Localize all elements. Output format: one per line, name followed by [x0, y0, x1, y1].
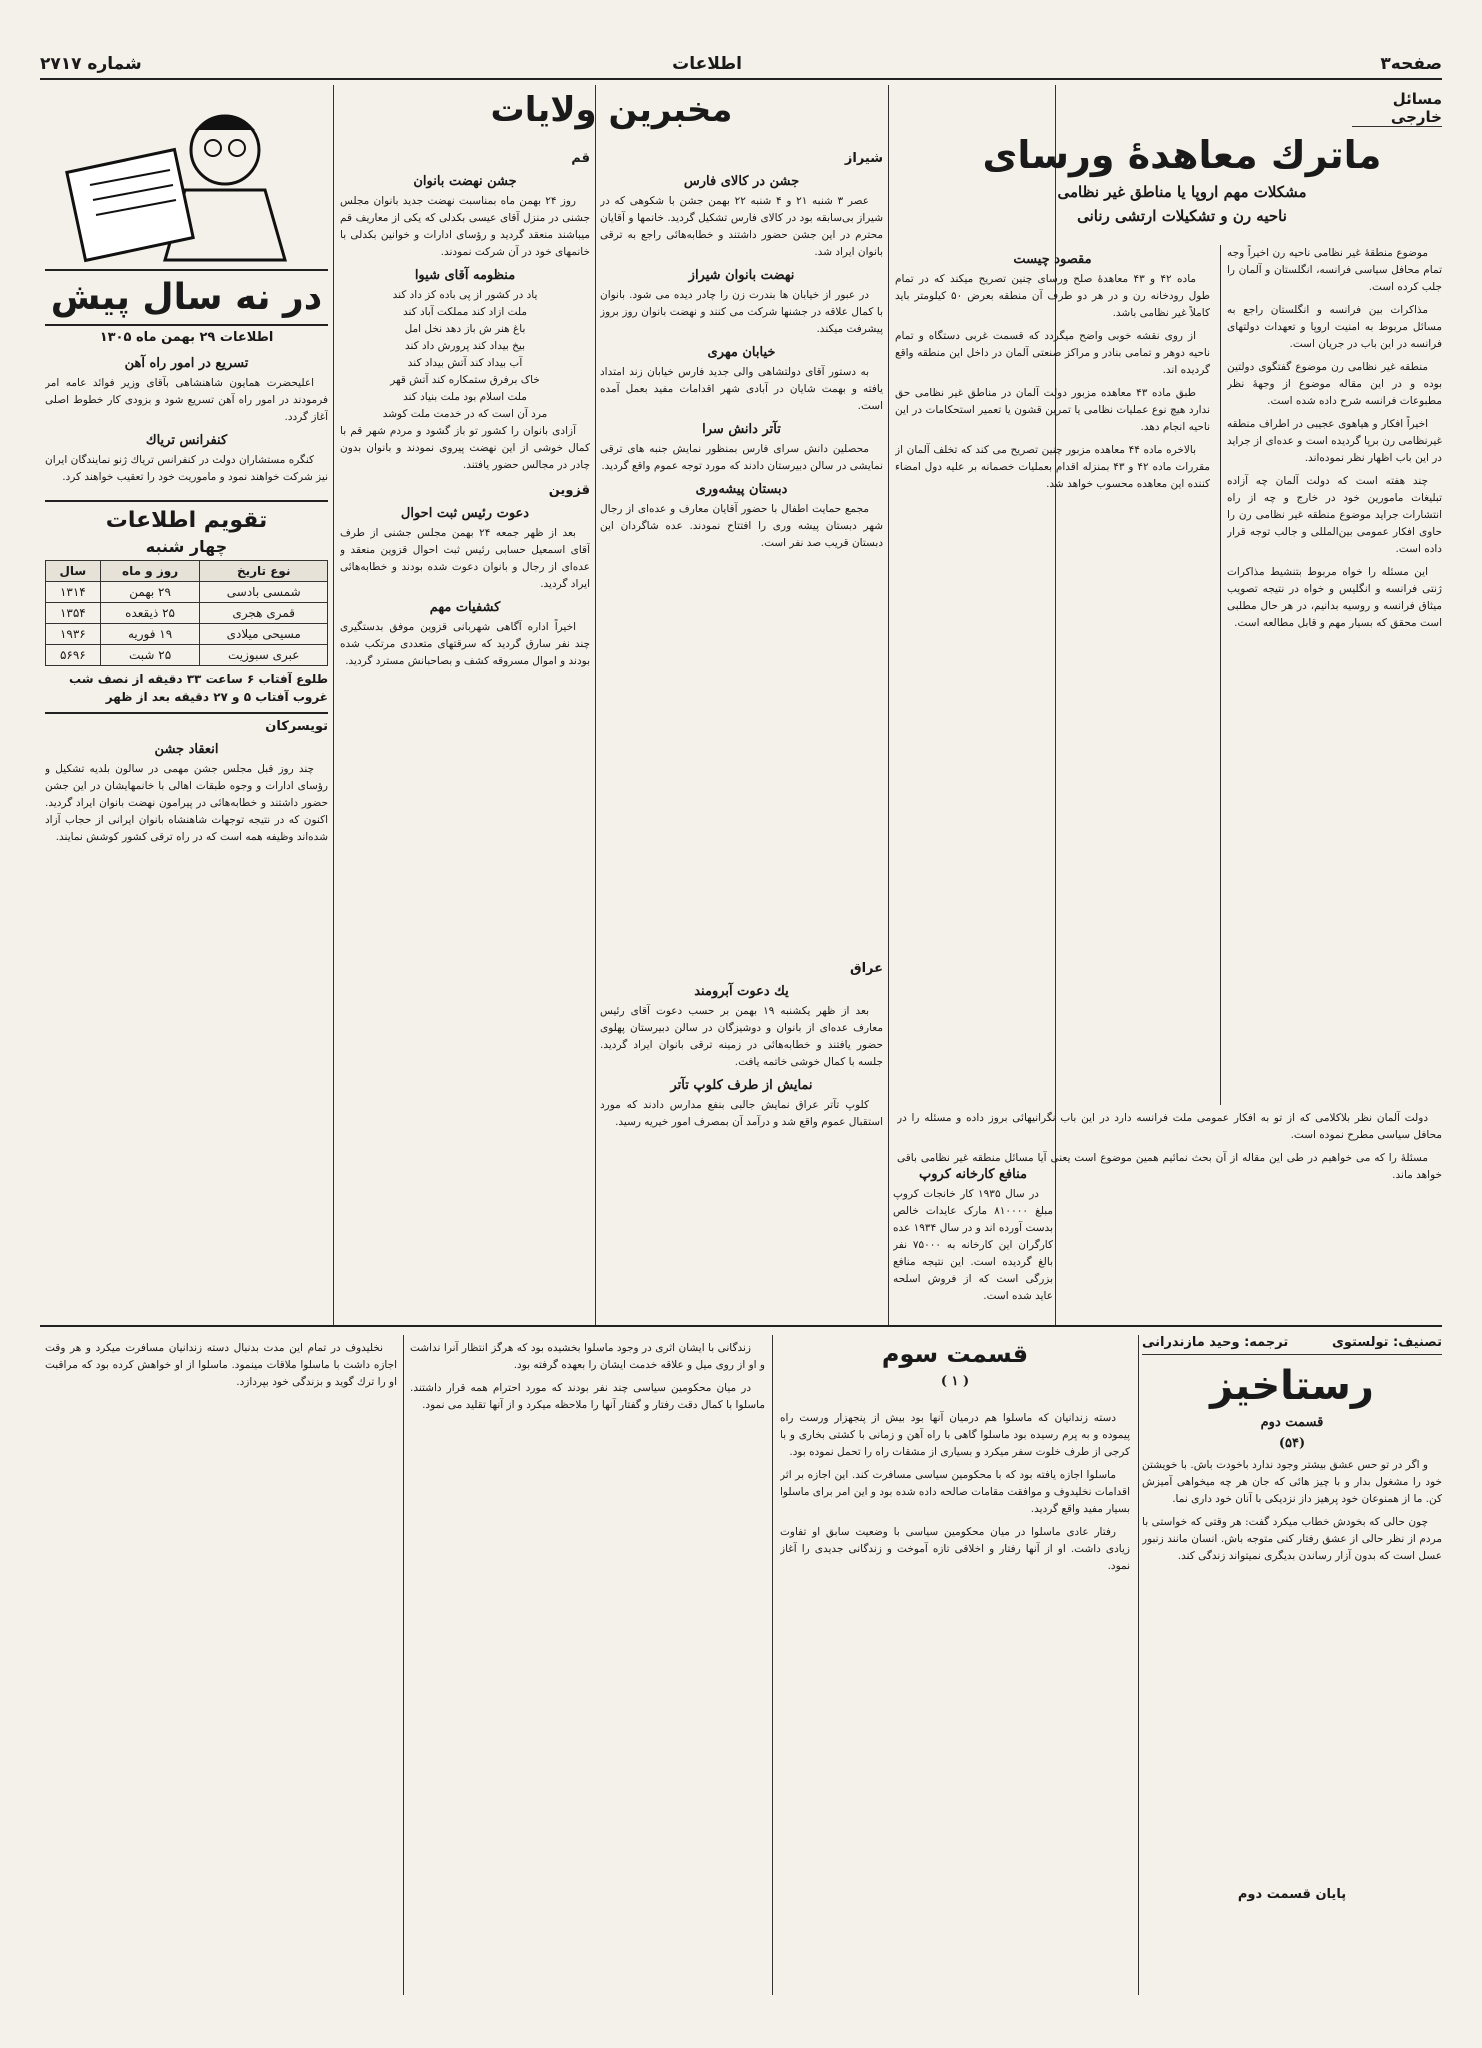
- table-cell: ۵۶۹۶: [46, 645, 101, 666]
- table-cell: ۱۳۱۴: [46, 582, 101, 603]
- article-subtitle-2: ناحیه رن و تشکیلات ارتشی رنانی: [1077, 207, 1287, 225]
- table-cell: عبری سبوزیت: [200, 645, 328, 666]
- paragraph: طبق ماده ۴۳ معاهده مزبور دولت آلمان در مناطق غیر نظامی حق ندارد هیچ نوع عملیات نظامی یا تمرین قشون یا تعمیر استحکامات در این ناحیه انجام دهد.: [895, 387, 1210, 433]
- novel-author: تصنیف: تولستوی: [1331, 1335, 1442, 1350]
- news-headline: دبستان پیشه‌وری: [695, 482, 788, 497]
- divider: [1138, 1335, 1139, 1995]
- part-three-header: [780, 1340, 1130, 1392]
- divider: [888, 85, 889, 1325]
- paper-name: اطلاعات: [672, 54, 742, 74]
- news-headline: کنفرانس تریاك: [145, 433, 228, 448]
- calendar-box: [45, 500, 328, 704]
- reader-illustration-icon: [45, 90, 328, 265]
- poem: [340, 287, 590, 423]
- krupp-box: [893, 1160, 1053, 1320]
- article-header: [922, 90, 1442, 240]
- table-cell: مسیحی میلادی: [200, 624, 328, 645]
- location-label: شیراز: [844, 151, 883, 166]
- news-text: به دستور آقای دولتشاهی والی جدید فارس خیابان زند امتداد یافته و بهمت شایان در آبادی شهر اقدامات مفید بعمل آمده است.: [600, 366, 883, 412]
- news-headline: یك دعوت آبرومند: [694, 984, 789, 999]
- poem-line: ملت اسلام بود ملت بنیاد کند: [403, 391, 527, 403]
- iraq-section: [600, 960, 883, 1320]
- news-text: بعد از ظهر یکشنبه ۱۹ بهمن بر حسب دعوت آقای رئیس معارف عده‌ای از بانوان و دوشیزگان در سالن دبیرستان پهلوی حضور یافتند و خطابه‌هائی در زمینه ترقی بانوان ایراد گردید. جلسه با کمال خوشی خاتمه یافت.: [600, 1005, 883, 1068]
- box-date: اطلاعات ۲۹ بهمن ماه ۱۳۰۵: [99, 330, 274, 345]
- paragraph: در میان محکومین سیاسی چند نفر بودند که مورد احترام همه قرار داشتند. ماسلوا با کمال دقت رفتار و گفتار آنها را ملاحظه میکرد و از آنها تقلید می نمود.: [410, 1382, 765, 1411]
- news-text: روز ۲۴ بهمن ماه بمناسبت نهضت جدید بانوان مجلس جشنی در منزل آقای عیسی بکدلی که یکی از معاریف قم میباشند منعقد گردید و رؤسای ادارات و خوانین بکدلی با خانمهای خود در آن شرکت نمودند.: [340, 195, 590, 258]
- paragraph: بالاخره ماده ۴۴ معاهده مزبور چنین تصریح می کند که تخلف آلمان از مقررات ماده ۴۲ و ۴۳ بمنزله اقدام بعملیات خصمانه بر علیه دول امضاء کننده این معاهده محسوب خواهد شد.: [895, 444, 1210, 490]
- news-text: اعلیحضرت همایون شاهنشاهی بآقای وزیر فوائد عامه امر فرمودند در امور راه آهن تسریع شود و بزودی کار خطوط اصلی آغاز گردد.: [45, 377, 328, 423]
- paragraph: چون حالی که بخودش خطاب میکرد گفت: هر وقتی که خواستی با مردم از نظر حالی از عشق رفتار کنی متوجه باش. انسان مانند زنبور عسل است که بدون آزار رساندن بدیگری نمیتواند زندگی کند.: [1142, 1516, 1442, 1562]
- novel-column: [780, 1410, 1130, 1995]
- news-headline: تآتر دانش سرا: [702, 422, 781, 437]
- calendar-title: تقویم اطلاعات: [105, 508, 268, 533]
- table-cell: شمسی بادسی: [200, 582, 328, 603]
- issue-number: شماره ۲۷۱۷: [40, 54, 142, 74]
- paragraph: چند هفته است که دولت آلمان چه آزاده تبلیغات مامورین خود در خارج و چه از راه انتشارات جراید موضوع منطقه غیر نظامی رن را حاوی افکار عمومی بین‌المللی و جالب توجه قرار داده است.: [1227, 475, 1442, 555]
- novel-column: [410, 1340, 765, 1995]
- news-headline: دعوت رئیس ثبت احوال: [400, 506, 530, 521]
- divider: [1220, 245, 1221, 1105]
- news-headline: انعقاد جشن: [154, 742, 219, 757]
- paragraph: دولت آلمان نظر بلاکلامی که از تو به افکار عمومی ملت فرانسه دارد در این باب نگرانیهائی بروز داده و مسئله را در محافل سیاسی مطرح نموده است.: [897, 1112, 1442, 1141]
- paragraph: ماده ۴۲ و ۴۳ معاهدۀ صلح ورسای چنین تصریح میکند که در تمام طول رودخانه رن و در هر دو طرف آن منطقه بعرض ۵۰ کیلومتر باید کاملاً غیر نظامی باشد.: [895, 273, 1210, 319]
- news-text: مجمع حمایت اطفال با حضور آقایان معارف و عده‌ای از رجال شهر دبستان پیشه وری را افتتاح نمودند. عده شاگردان این دبستان قریب صد نفر است.: [600, 503, 883, 549]
- sunset: غروب آفتاب ۵ و ۲۷ دقیقه بعد از ظهر: [105, 690, 328, 704]
- paragraph: منطقه غیر نظامی رن موضوع گفتگوی دولتین بوده و در این مقاله موضوع از وجهۀ نظر مطبوعات فرانسه شرح داده شده است.: [1227, 361, 1442, 407]
- location-label: قزوین: [548, 483, 590, 498]
- paragraph: مسئلۀ را که می خواهیم در طی این مقاله از آن بحث نمائیم همین موضوع است یعنی آیا مسائل منطقه غیر نظامی باقی خواهد ماند.: [897, 1152, 1442, 1181]
- news-headline: جشن در کالای فارس: [683, 174, 800, 189]
- article-column: [895, 245, 1210, 1105]
- table-row: [46, 582, 328, 603]
- provinces-column-2: [340, 150, 590, 1320]
- article-column: [1227, 245, 1442, 1105]
- poem-line: بیخ بیداد کند پرورش داد کند: [404, 340, 526, 352]
- paragraph: مذاکرات بین فرانسه و انگلستان راجع به مسائل مربوط به امنیت اروپا و تعهدات دولتهای فرانسه در این باب در جریان است.: [1227, 304, 1442, 350]
- page-number: صفحه۳: [1380, 54, 1442, 74]
- table-cell: ۲۵ ذیقعده: [100, 603, 200, 624]
- news-text: عصر ۳ شنبه ۲۱ و ۴ شنبه ۲۲ بهمن جشن با شکوهی که در شیراز بی‌سابقه بود در کالای فارس تشکیل گردید. خانمها و آقایان محترم در این جشن حضور داشتند و خطابه‌هائی راجع به ترقی بانوان ایراد شد.: [600, 195, 883, 258]
- news-headline: منافع کارخانه کروپ: [919, 1167, 1027, 1182]
- paragraph: رفتار عادی ماسلوا در میان محکومین سیاسی با وضعیت سابق او تفاوت زیادی داشت. او از آنها رفتار و اخلاقی تازه آموخت و زندگانی جدیدی را آغاز نمود.: [780, 1526, 1130, 1572]
- tuyserkan-section: [45, 712, 328, 1048]
- news-headline: خیابان مهری: [707, 345, 776, 360]
- paragraph: اخیراً افکار و هیاهوی عجیبی در اطراف منطقه غیرنظامی رن برپا گردیده است و عده‌ای از جراید در این باب اظهار نظر نموده‌اند.: [1227, 418, 1442, 464]
- news-text: چند روز قبل مجلس جشن مهمی در سالون بلدیه تشکیل و رؤسای ادارات و وجوه طبقات اهالی با خانمهایشان در این جشن حضور داشتند و خطابه‌هائی در پیرامون نهضت بانوان ایراد گردید. اکنون که در نتیجه توجهات شاهنشاه بانوان ایرانی از حجاب آزاد شده‌اند وظیفه همه است که در راه ترقی کشور کوشش نمایند.: [45, 763, 328, 843]
- novel-translator: ترجمه: وحید مازندرانی: [1142, 1335, 1289, 1350]
- news-headline: جشن نهضت بانوان: [413, 174, 517, 189]
- news-text: اخیراً اداره آگاهی شهربانی قزوین موفق بدستگیری چند نفر سارق گردید که سرقتهای متعددی مرتکب شده بودند و اموال مسروقه کشف و بصاحبانش مسترد گردید.: [340, 621, 590, 667]
- news-text: در سال ۱۹۳۵ کار خانجات کروپ مبلغ ۸۱۰۰۰۰ مارک عایدات خالص بدست آورده اند و در سال ۱۹۳۴ عده کارگران این کارخانه به ۷۵۰۰۰ نفر بالغ گردیده است. این نتیجه منافع بزرگی است که از فروش اسلحه عاید شده است.: [893, 1188, 1053, 1302]
- poem-line: خاک برفرق ستمکاره کند آتش قهر: [390, 374, 540, 386]
- paragraph: و اگر در تو حس عشق بیشتر وجود ندارد باخودت باش. با خویشتن خود را مشغول بدار و با چیز هائی که جان هر چه میخواهی آمیزش کن. ما از همنوعان خود پرهیز داز نزدیکی با آنان خود داری نما.: [1142, 1459, 1442, 1505]
- novel-column: [45, 1340, 397, 1995]
- part-three-title: قسمت سوم: [881, 1340, 1029, 1368]
- calendar-table: [45, 560, 328, 666]
- news-headline: منظومه آقای شیوا: [414, 268, 516, 283]
- paragraph: موضوع منطقهٔ غیر نظامی ناحیه رن اخیراً وجه تمام محافل سیاسی فرانسه، انگلستان و آلمان را جلب کرده است.: [1227, 247, 1442, 293]
- table-cell: ۲۵ شبت: [100, 645, 200, 666]
- novel-number: (۵۴): [1278, 1436, 1306, 1451]
- calendar-day: چهار شنبه: [145, 537, 228, 556]
- poem-line: باغ هنر ش باز دهد نخل امل: [404, 323, 526, 335]
- table-header: روز و ماه: [100, 561, 200, 582]
- article-subhead: مقصود چیست: [1013, 252, 1092, 267]
- news-text: آزادی بانوان را کشور تو باز گشود و مردم شهر قم با کمال خوشی از این نهضت پیروی نمودند و بانوان بدون چادر در مجالس حضور یافتند.: [340, 425, 590, 471]
- news-headline: کشفیات مهم: [429, 600, 501, 615]
- paragraph: نخلیدوف در تمام این مدت بدنبال دسته زندانیان مسافرت میکرد و هر وقت اجازه داشت با ماسلوا ملاقات مینمود. ماسلوا از او خواهش کرده بود که مراقبت او را ترك گوید و بزندگی خود بپردازد.: [45, 1342, 397, 1388]
- poem-line: آب بیداد کند آتش بیداد کند: [407, 357, 523, 369]
- table-cell: ۱۳۵۴: [46, 603, 101, 624]
- table-cell: قمری هجری: [200, 603, 328, 624]
- left-column: [45, 90, 328, 1320]
- location-label: تویسرکان: [265, 719, 328, 734]
- table-header: سال: [46, 561, 101, 582]
- section-rule: [40, 1325, 1442, 1327]
- divider: [772, 1335, 773, 1995]
- table-row: [46, 645, 328, 666]
- news-headline: تسریع در امور راه آهن: [124, 356, 249, 371]
- section-label: مسائل خارجی: [1352, 90, 1442, 127]
- provinces-title: مخبرین ولایات: [490, 90, 733, 130]
- paragraph: این مسئله را خواه مربوط بتنشیط مذاکرات ژنتی فرانسه و انگلیس و خواه در نتیجه تصویب میثاق فرانسه و روسیه بدانیم، در هر حال مطلبی است محقق که بسیار مهم و قابل مطالعه است.: [1227, 566, 1442, 629]
- news-text: کنگره مستشاران دولت در کنفرانس تریاك ژنو نمایندگان ایران نیز شرکت خواهند نمود و ماموریت خود را تعقیب خواهند کرد.: [45, 454, 328, 483]
- paragraph: دسته زندانیان که ماسلوا هم درمیان آنها بود بیش از پنجهزار ورست راه پیموده و به پرم رسیده بود ماسلوا گاهی با راه آهن و زمانی با کشتی بخاری و با کرجی از طرف خلوت سفر میکرد و بسیاری از مشقات راه را تحمل نموده بود.: [780, 1412, 1130, 1458]
- paragraph: زندگانی با ایشان اثری در وجود ماسلوا بخشیده بود که هرگز انتظار آنرا نداشت و او از روی میل و علاقه خدمت ایشان را بعهده گرفته بود.: [410, 1342, 765, 1371]
- provinces-column: [600, 150, 883, 960]
- novel-title: رستاخیز: [1210, 1363, 1374, 1409]
- table-header: نوع تاریخ: [200, 561, 328, 582]
- provinces-header: [340, 90, 883, 130]
- article-title: ماترك معاهدۀ ورسای: [982, 133, 1382, 177]
- table-cell: ۱۹۳۶: [46, 624, 101, 645]
- novel-part: قسمت دوم: [1260, 1415, 1324, 1430]
- table-cell: ۲۹ بهمن: [100, 582, 200, 603]
- location-label: عراق: [849, 961, 883, 976]
- news-text: محصلین دانش سرای فارس بمنظور نمایش جنبه های ترقی نمایشی در سالن دبیرستان دادند که مورد توجه عموم واقع گردید.: [600, 443, 883, 472]
- box-title: در نه سال پیش: [45, 269, 328, 326]
- table-row: [46, 603, 328, 624]
- poem-line: ملت ازاد کند مملکت آباد کند: [402, 306, 528, 318]
- news-text: در عبور از خیابان ها بندرت زن را چادر دیده می شود. بانوان با کمال علاقه در جشنها شرکت می کنند و نهضت بانوان روز بروز پیشرفت میکند.: [600, 289, 883, 335]
- poem-line: یاد در کشور از پی باده کز داد کند: [392, 289, 538, 301]
- poem-line: مرد آن است که در خدمت ملت کوشد: [382, 408, 548, 420]
- page-header: [40, 50, 1442, 80]
- table-row: [46, 624, 328, 645]
- news-headline: نهضت بانوان شیراز: [688, 268, 795, 283]
- location-label: قم: [571, 151, 590, 166]
- news-text: کلوپ تآتر عراق نمایش جالبی بنفع مدارس دادند که مورد استقبال عموم واقع شد و درآمد آن بمصرف امور خیریه رسید.: [600, 1099, 883, 1128]
- divider: [403, 1335, 404, 1995]
- news-text: بعد از ظهر جمعه ۲۴ بهمن مجلس جشنی از طرف آقای اسمعیل حسابی رئیس ثبت احوال قزوین منعقد و عده‌ای از رجال و بانوان دعوت شده بودند و خطابه‌هائی ایراد گردید.: [340, 527, 590, 590]
- sunrise: طلوع آفتاب ۶ ساعت ۳۳ دقیقه از نصف شب: [69, 672, 328, 686]
- article-subtitle: مشکلات مهم اروپا یا مناطق غیر نظامی: [1057, 183, 1307, 201]
- paragraph: از روی نقشه خوبی واضح میگردد که قسمت غربی دستگاه و تمام ناحیه دوهر و تمامی بنادر و مراکز صنعتی آلمان در داخل این منطقه واقع گردیده اند.: [895, 330, 1210, 376]
- novel-header-column: [1142, 1335, 1442, 1995]
- table-cell: ۱۹ فوریه: [100, 624, 200, 645]
- paragraph: ماسلوا اجازه یافته بود که با محکومین سیاسی مسافرت کند. این اجازه بر اثر اقدامات نخلیدوف و موافقت مقامات صالحه داده شده بود و این امر برای ماسلوا بسیار مفید واقع گردید.: [780, 1469, 1130, 1515]
- novel-end: پایان قسمت دوم: [1237, 1887, 1347, 1902]
- news-headline: نمایش از طرف کلوپ تآتر: [670, 1078, 813, 1093]
- divider: [595, 85, 596, 1325]
- divider: [333, 85, 334, 1325]
- chapter-number: ( ۱ ): [940, 1374, 970, 1389]
